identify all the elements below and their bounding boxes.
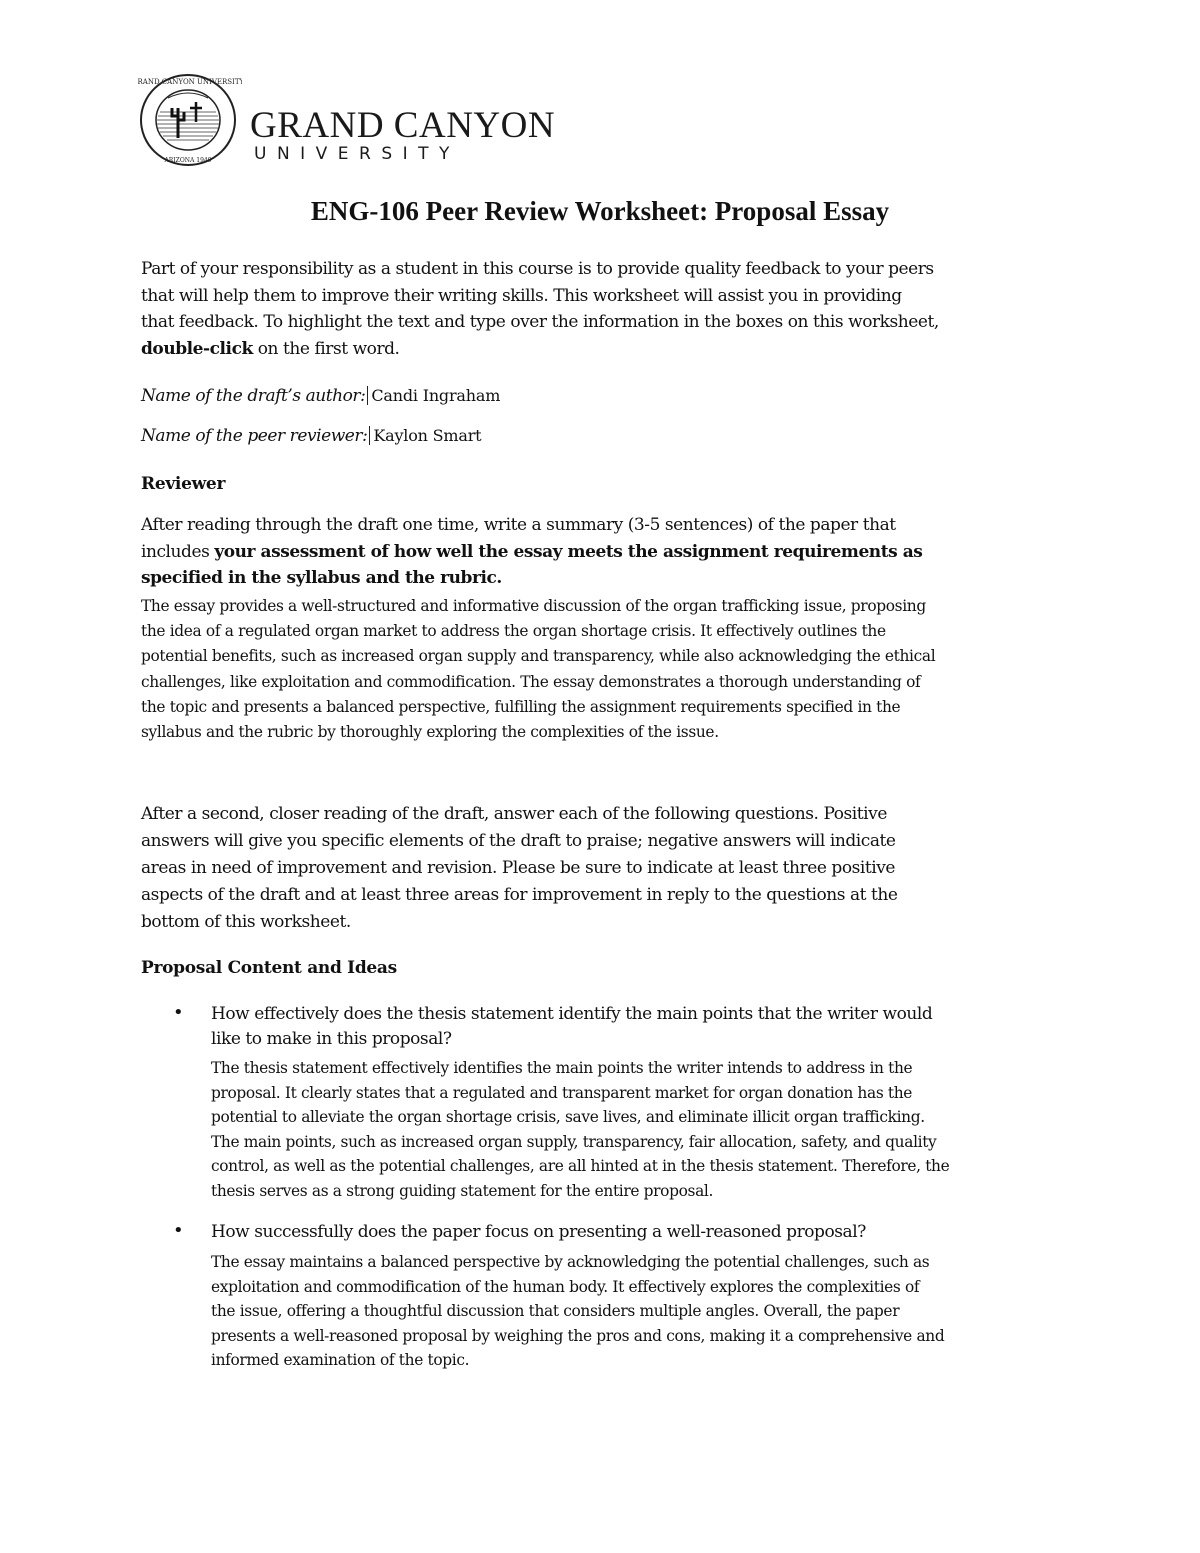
paragraph-line: bottom of this worksheet.: [141, 912, 351, 932]
bullet-marker: •: [173, 1220, 184, 1241]
answer-line: thesis serves as a strong guiding statement for the entire proposal.: [211, 1181, 714, 1200]
author-field: [141, 386, 500, 406]
svg-text:GRAND CANYON UNIVERSITY: GRAND CANYON UNIVERSITY: [138, 78, 242, 86]
author-input[interactable]: Candi Ingraham: [367, 386, 500, 405]
prompt-line: After reading through the draft one time, write a summary (3-5 sentences) of the paper that: [141, 515, 896, 535]
summary-answer[interactable]: [141, 594, 935, 745]
answer-line: The essay provides a well-structured and informative discussion of the organ trafficking issue, proposing: [141, 597, 926, 615]
answer-line: The thesis statement effectively identifies the main points the writer intends to address in the: [211, 1059, 913, 1077]
author-label: Name of the draft’s author:: [141, 386, 366, 406]
prompt-line: [141, 539, 922, 566]
answer-line: the topic and presents a balanced perspective, fulfilling the assignment requirements specified in the: [141, 697, 901, 716]
intro-line: [141, 336, 939, 363]
answer-line: syllabus and the rubric by thoroughly exploring the complexities of the issue.: [141, 723, 719, 742]
prompt-bold-text: your assessment of how well the essay meets the assignment requirements as: [214, 541, 923, 562]
paragraph-line: After a second, closer reading of the draft, answer each of the following questions. Positive: [141, 804, 887, 824]
answer-line: control, as well as the potential challenges, are all hinted at in the thesis statement. Therefore, the: [211, 1157, 950, 1176]
answer-line: exploitation and commodification of the human body. It effectively explores the complexities of: [211, 1277, 920, 1296]
intro-bold-text: double-click: [141, 338, 253, 359]
answer-line: the idea of a regulated organ market to address the organ shortage crisis. It effectively outlines the: [141, 622, 886, 641]
reviewer-heading: Reviewer: [141, 474, 226, 494]
university-seal-logo: [138, 72, 242, 172]
prompt-text: includes: [141, 541, 215, 562]
reviewer-input[interactable]: Kaylon Smart: [369, 426, 481, 445]
logo-wordmark: GRAND CANYON: [250, 105, 556, 146]
intro-paragraph: [141, 256, 939, 362]
intro-line: Part of your responsibility as a student in this course is to provide quality feedback to your peers: [141, 259, 934, 279]
bullet-marker: •: [173, 1002, 184, 1023]
question-line: How effectively does the thesis statement identify the main points that the writer would: [211, 1004, 933, 1024]
answer-line: presents a well-reasoned proposal by weighing the pros and cons, making it a comprehensive and: [211, 1326, 945, 1345]
question-line: like to make in this proposal?: [211, 1029, 452, 1049]
intro-line: that will help them to improve their writing skills. This worksheet will assist you in providing: [141, 285, 902, 306]
answer-line: challenges, like exploitation and commodification. The essay demonstrates a thorough understanding of: [141, 672, 921, 691]
answer-line: The main points, such as increased organ supply, transparency, fair allocation, safety, and quality: [211, 1132, 937, 1151]
answer-line: potential to alleviate the organ shortage crisis, save lives, and eliminate illicit organ trafficking.: [211, 1108, 925, 1127]
paragraph-line: answers will give you specific elements of the draft to praise; negative answers will indicate: [141, 831, 896, 851]
reviewer-label: Name of the peer reviewer:: [141, 426, 368, 446]
proposal-heading: Proposal Content and Ideas: [141, 958, 397, 978]
logo-subtitle: UNIVERSITY: [254, 144, 460, 164]
intro-line: that feedback. To highlight the text and type over the information in the boxes on this worksheet,: [141, 312, 939, 332]
svg-text:ARIZONA 1949: ARIZONA 1949: [164, 157, 212, 164]
answer-line: proposal. It clearly states that a regulated and transparent market for organ donation has the: [211, 1083, 913, 1102]
intro-text: on the first word.: [252, 338, 400, 359]
answer-2[interactable]: [211, 1250, 944, 1373]
prompt-line: [141, 565, 922, 592]
paragraph-line: areas in need of improvement and revision. Please be sure to indicate at least three positive: [141, 858, 895, 878]
reviewer-field: [141, 426, 481, 446]
reviewer-prompt: [141, 512, 922, 592]
answer-line: informed examination of the topic.: [211, 1351, 470, 1370]
answer-1[interactable]: [211, 1056, 949, 1204]
question-2: [211, 1220, 866, 1245]
answer-line: the issue, offering a thoughtful discussion that considers multiple angles. Overall, the paper: [211, 1302, 900, 1321]
question-1: [211, 1002, 932, 1052]
paragraph-line: aspects of the draft and at least three areas for improvement in reply to the questions at the: [141, 885, 898, 905]
second-reading-paragraph: [141, 801, 898, 936]
question-line: How successfully does the paper focus on presenting a well-reasoned proposal?: [211, 1222, 866, 1242]
page-title: ENG-106 Peer Review Worksheet: Proposal Essay: [310, 196, 890, 226]
answer-line: potential benefits, such as increased organ supply and transparency, while also acknowledging the ethical: [141, 647, 936, 666]
prompt-bold-text: specified in the syllabus and the rubric.: [141, 568, 502, 588]
answer-line: The essay maintains a balanced perspective by acknowledging the potential challenges, such as: [211, 1253, 930, 1271]
